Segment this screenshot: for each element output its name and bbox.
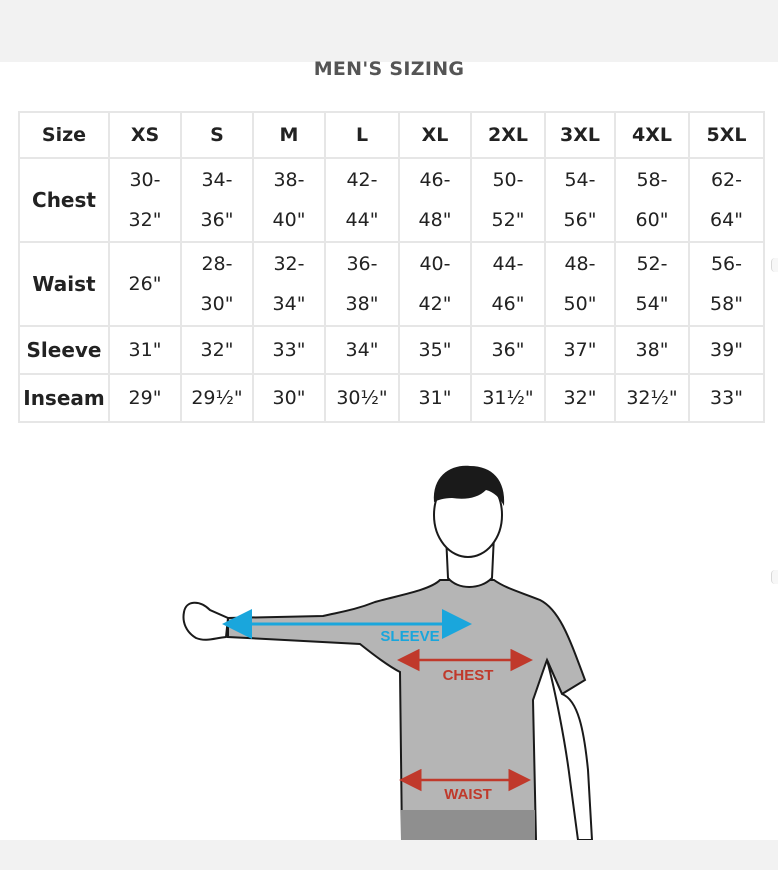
table-cell: 39" [689, 326, 764, 374]
table-cell: 50- 52" [471, 158, 545, 242]
torso-shirt [228, 580, 585, 840]
pants [401, 810, 535, 840]
table-cell: 29½" [181, 374, 253, 422]
table-cell: 62- 64" [689, 158, 764, 242]
sizing-table [18, 111, 765, 423]
table-cell: 48- 50" [545, 242, 615, 326]
table-cell: 33" [253, 326, 325, 374]
table-cell: 33" [689, 374, 764, 422]
table-cell: 52- 54" [615, 242, 689, 326]
table-cell: 36" [471, 326, 545, 374]
table-cell: 38- 40" [253, 158, 325, 242]
table-cell: 44- 46" [471, 242, 545, 326]
header-cell: XL [399, 112, 471, 158]
header-cell: 3XL [545, 112, 615, 158]
table-cell: 54- 56" [545, 158, 615, 242]
sleeve-label: SLEEVE [380, 628, 440, 645]
table-cell: 37" [545, 326, 615, 374]
table-cell: 31" [109, 326, 181, 374]
header-cell: 4XL [615, 112, 689, 158]
chest-label: CHEST [442, 667, 494, 684]
table-row-sleeve [19, 326, 764, 374]
row-label: Chest [19, 158, 109, 242]
table-cell: 30- 32" [109, 158, 181, 242]
row-label: Waist [19, 242, 109, 326]
header-cell: S [181, 112, 253, 158]
table-cell: 46- 48" [399, 158, 471, 242]
table-cell: 35" [399, 326, 471, 374]
row-label: Inseam [19, 374, 109, 422]
table-cell: 36- 38" [325, 242, 399, 326]
table-cell: 38" [615, 326, 689, 374]
table-cell: 32½" [615, 374, 689, 422]
measurement-figure [0, 440, 778, 840]
row-label: Sleeve [19, 326, 109, 374]
table-cell: 34" [325, 326, 399, 374]
header-cell: M [253, 112, 325, 158]
header-cell: XS [109, 112, 181, 158]
table-cell: 26" [109, 242, 181, 326]
table-cell: 32" [181, 326, 253, 374]
table-cell: 31½" [471, 374, 545, 422]
table-cell: 30" [253, 374, 325, 422]
header-cell: 5XL [689, 112, 764, 158]
table-row-waist [19, 242, 764, 326]
table-cell: 40- 42" [399, 242, 471, 326]
table-cell: 42- 44" [325, 158, 399, 242]
waist-label: WAIST [444, 786, 492, 803]
page-title: MEN'S SIZING [313, 58, 465, 80]
table-cell: 56- 58" [689, 242, 764, 326]
scroll-indicator [771, 258, 778, 272]
table-cell: 28- 30" [181, 242, 253, 326]
table-row-chest [19, 158, 764, 242]
table-row-inseam [19, 374, 764, 422]
table-cell: 32" [545, 374, 615, 422]
table-cell: 58- 60" [615, 158, 689, 242]
table-cell: 32- 34" [253, 242, 325, 326]
header-row [19, 112, 764, 158]
table-cell: 31" [399, 374, 471, 422]
header-cell: 2XL [471, 112, 545, 158]
bottom-strip [0, 840, 778, 870]
table-cell: 30½" [325, 374, 399, 422]
table-cell: 34- 36" [181, 158, 253, 242]
table-cell: 29" [109, 374, 181, 422]
arm [184, 603, 229, 640]
header-cell: Size [19, 112, 109, 158]
header-cell: L [325, 112, 399, 158]
